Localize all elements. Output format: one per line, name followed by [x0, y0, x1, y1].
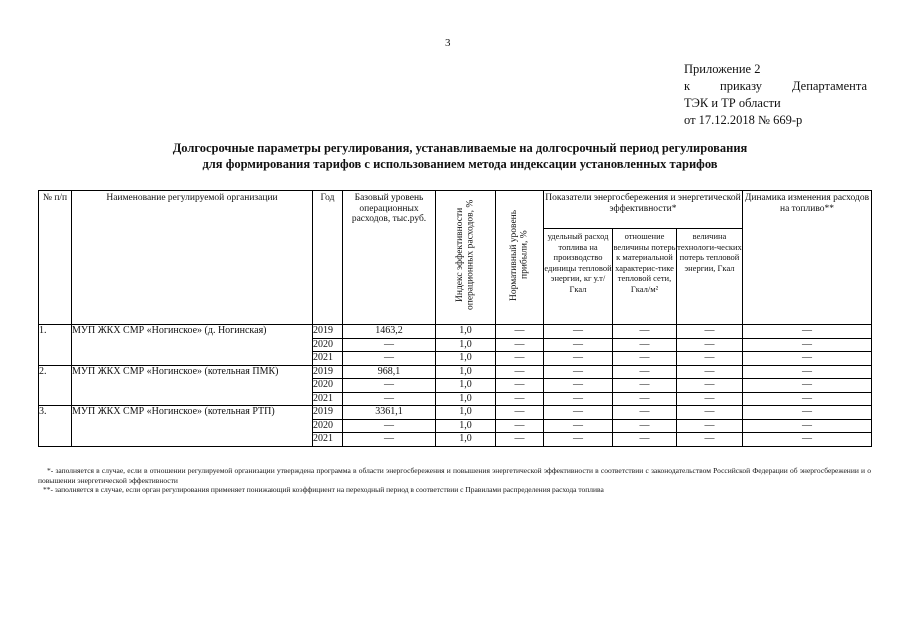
cell-year: 2021: [313, 352, 343, 366]
org-num: 1.: [39, 325, 72, 366]
cell-year: 2020: [313, 338, 343, 352]
cell-profit: —: [496, 392, 544, 406]
cell-index: 1,0: [436, 325, 496, 339]
header-specific-fuel: удельный расход топлива на производство единицы тепловой энергии, кг у.т/Гкал: [544, 229, 613, 325]
cell-base: 968,1: [343, 365, 436, 379]
table-row: [39, 365, 872, 379]
cell-index: 1,0: [436, 365, 496, 379]
title-line-2: для формирования тарифов с использованием метода индексации установленных тарифов: [202, 157, 718, 171]
cell-year: 2019: [313, 406, 343, 420]
cell-loss-ratio: —: [613, 419, 677, 433]
org-num: 2.: [39, 365, 72, 406]
table-body: [39, 325, 872, 447]
cell-fuel: —: [544, 365, 613, 379]
org-name: МУП ЖКХ СМР «Ногинское» (котельная РТП): [72, 406, 313, 447]
cell-tech-loss: —: [677, 433, 743, 447]
cell-loss-ratio: —: [613, 433, 677, 447]
cell-index: 1,0: [436, 379, 496, 393]
cell-dynamics: —: [743, 433, 872, 447]
cell-dynamics: —: [743, 365, 872, 379]
footnotes: [38, 466, 871, 495]
cell-tech-loss: —: [677, 352, 743, 366]
org-num: 3.: [39, 406, 72, 447]
cell-tech-loss: —: [677, 379, 743, 393]
cell-dynamics: —: [743, 392, 872, 406]
cell-index: 1,0: [436, 433, 496, 447]
cell-loss-ratio: —: [613, 379, 677, 393]
appendix-block: [684, 61, 867, 129]
cell-profit: —: [496, 338, 544, 352]
cell-fuel: —: [544, 419, 613, 433]
org-name: МУП ЖКХ СМР «Ногинское» (д. Ногинская): [72, 325, 313, 366]
cell-base: 3361,1: [343, 406, 436, 420]
cell-base: —: [343, 433, 436, 447]
appendix-line-4: от 17.12.2018 № 669-р: [684, 113, 803, 127]
cell-profit: —: [496, 325, 544, 339]
cell-index: 1,0: [436, 406, 496, 420]
cell-base: —: [343, 338, 436, 352]
cell-fuel: —: [544, 338, 613, 352]
cell-loss-ratio: —: [613, 352, 677, 366]
cell-index: 1,0: [436, 392, 496, 406]
header-fuel-dynamics: Динамика изменения расходов на топливо**: [743, 191, 872, 325]
header-efficiency-index: Индекс эффективности операционных расходов, %: [436, 191, 496, 325]
header-energy-group: Показатели энергосбережения и энергетической эффективности*: [544, 191, 743, 229]
cell-year: 2020: [313, 419, 343, 433]
cell-base: —: [343, 392, 436, 406]
cell-fuel: —: [544, 392, 613, 406]
cell-year: 2021: [313, 392, 343, 406]
header-profit-level: Нормативный уровень прибыли, %: [496, 191, 544, 325]
cell-tech-loss: —: [677, 406, 743, 420]
title-line-1: Долгосрочные параметры регулирования, устанавливаемые на долгосрочный период регулирования: [172, 141, 748, 155]
cell-year: 2020: [313, 379, 343, 393]
header-num: № п/п: [39, 191, 72, 325]
cell-dynamics: —: [743, 419, 872, 433]
header-org: Наименование регулируемой организации: [72, 191, 313, 325]
header-tech-losses: величина технологи-ческих потерь тепловой энергии, Гкал: [677, 229, 743, 325]
cell-profit: —: [496, 419, 544, 433]
cell-profit: —: [496, 379, 544, 393]
cell-fuel: —: [544, 379, 613, 393]
cell-dynamics: —: [743, 352, 872, 366]
cell-dynamics: —: [743, 325, 872, 339]
cell-base: —: [343, 419, 436, 433]
parameters-table: [38, 190, 872, 447]
cell-tech-loss: —: [677, 338, 743, 352]
document-title: [60, 140, 860, 172]
appendix-line-3: ТЭК и ТР области: [684, 96, 781, 110]
cell-index: 1,0: [436, 352, 496, 366]
cell-profit: —: [496, 352, 544, 366]
cell-index: 1,0: [436, 338, 496, 352]
cell-year: 2019: [313, 365, 343, 379]
cell-year: 2019: [313, 325, 343, 339]
cell-fuel: —: [544, 325, 613, 339]
cell-tech-loss: —: [677, 419, 743, 433]
cell-loss-ratio: —: [613, 406, 677, 420]
appendix-line-2: к приказу Департамента: [684, 79, 867, 93]
cell-year: 2021: [313, 433, 343, 447]
footnote-1: *- заполняется в случае, если в отношении регулируемой организации утверждена программа в области энергосбережения и повышения энергетической эффективности в соответствии с законодательством Российской Федерации об энергосбережении и о повышении энергетической эффективности: [38, 466, 871, 485]
cell-tech-loss: —: [677, 325, 743, 339]
cell-base: 1463,2: [343, 325, 436, 339]
cell-profit: —: [496, 433, 544, 447]
footnote-2: **- заполняется в случае, если орган регулирования применяет понижающий коэффициент на переходный период в соответствии с Правилами распределения расхода топлива: [43, 485, 604, 494]
cell-profit: —: [496, 406, 544, 420]
cell-tech-loss: —: [677, 392, 743, 406]
table-row: [39, 406, 872, 420]
cell-fuel: —: [544, 433, 613, 447]
cell-tech-loss: —: [677, 365, 743, 379]
cell-dynamics: —: [743, 338, 872, 352]
cell-fuel: —: [544, 352, 613, 366]
cell-base: —: [343, 379, 436, 393]
header-year: Год: [313, 191, 343, 325]
cell-fuel: —: [544, 406, 613, 420]
cell-loss-ratio: —: [613, 392, 677, 406]
header-base-costs: Базовый уровень операционных расходов, тыс.руб.: [343, 191, 436, 325]
cell-base: —: [343, 352, 436, 366]
header-loss-ratio: отношение величины потерь к материальной характерис-тике тепловой сети, Гкал/м²: [613, 229, 677, 325]
cell-loss-ratio: —: [613, 325, 677, 339]
cell-dynamics: —: [743, 406, 872, 420]
org-name: МУП ЖКХ СМР «Ногинское» (котельная ПМК): [72, 365, 313, 406]
appendix-line-1: Приложение 2: [684, 62, 761, 76]
cell-dynamics: —: [743, 379, 872, 393]
cell-index: 1,0: [436, 419, 496, 433]
page-number: 3: [445, 37, 451, 49]
cell-profit: —: [496, 365, 544, 379]
cell-loss-ratio: —: [613, 365, 677, 379]
cell-loss-ratio: —: [613, 338, 677, 352]
table-row: [39, 325, 872, 339]
